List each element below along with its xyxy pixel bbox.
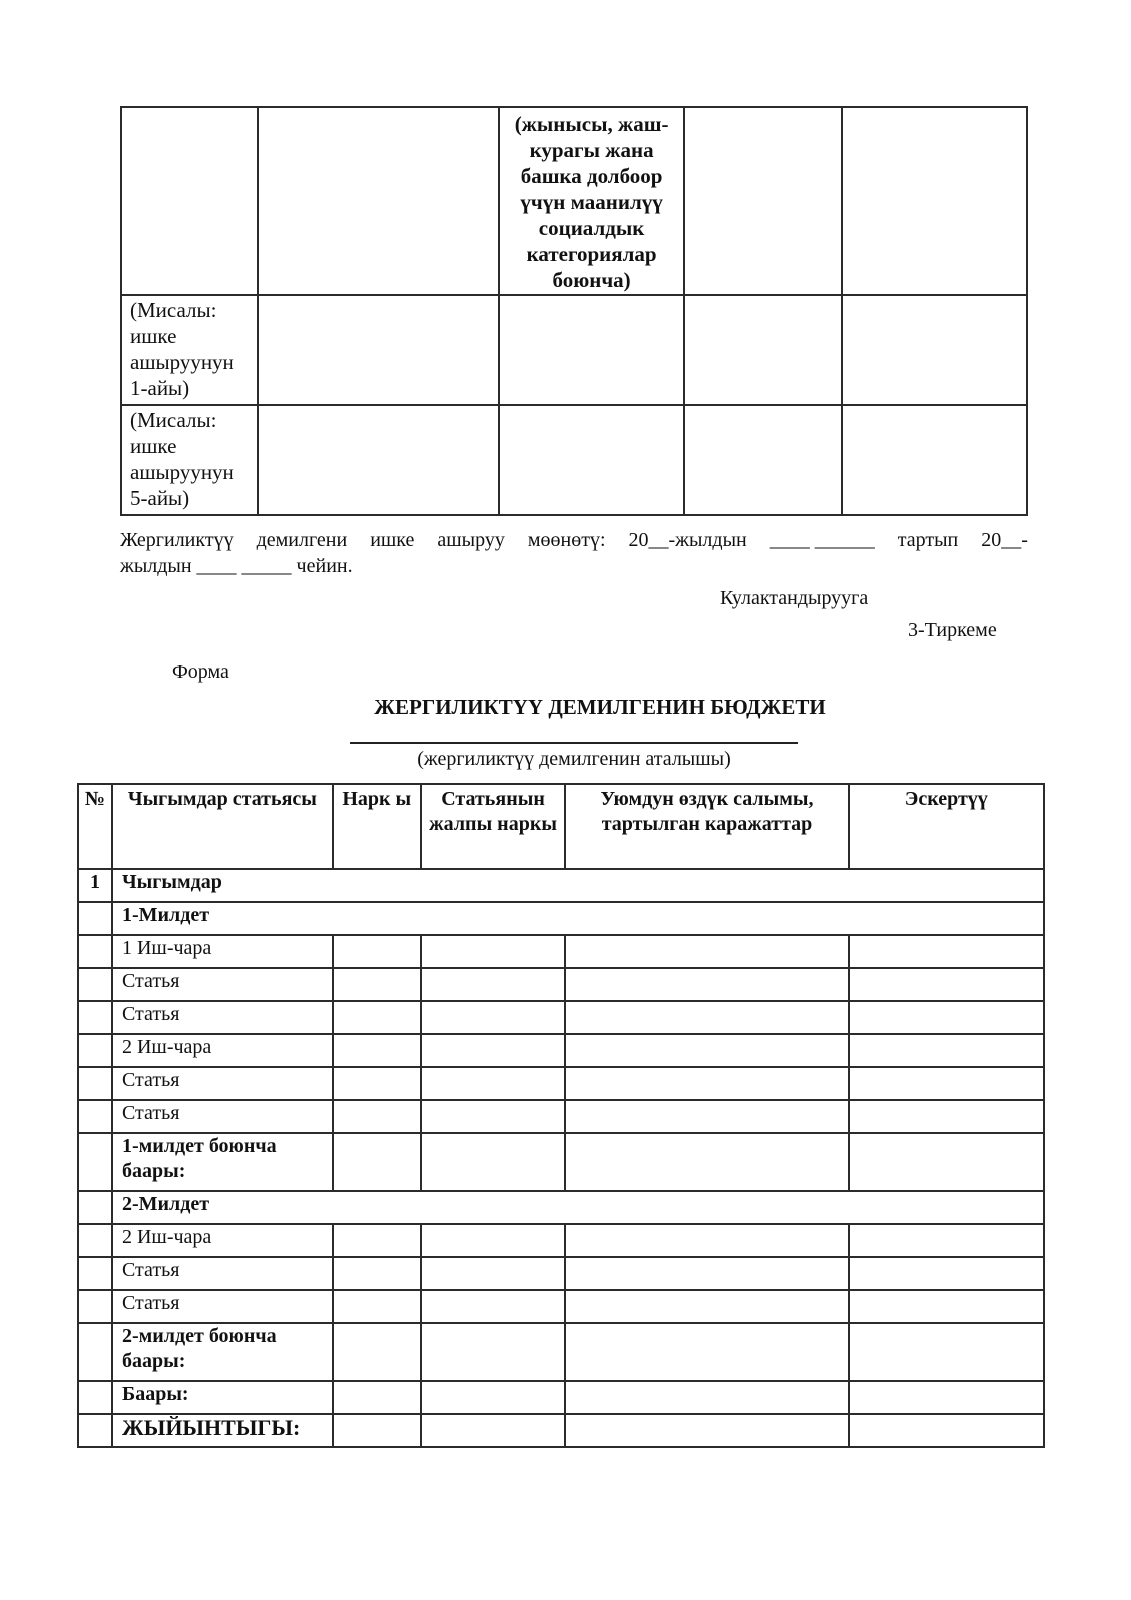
table-cell[interactable] xyxy=(849,1133,1044,1191)
initiative-name-line[interactable] xyxy=(350,742,798,744)
table-row xyxy=(121,405,1027,515)
table-row xyxy=(78,1100,1044,1133)
table-cell[interactable] xyxy=(849,935,1044,968)
table-cell[interactable] xyxy=(421,1224,566,1257)
row-label: 1-Милдет xyxy=(112,902,1044,935)
table-row xyxy=(78,1224,1044,1257)
table-cell[interactable] xyxy=(565,1414,848,1447)
row-label: 1-милдет боюнча баары: xyxy=(112,1133,333,1191)
row-label: Статья xyxy=(112,1001,333,1034)
table-cell[interactable] xyxy=(421,1381,566,1414)
table-header-row xyxy=(78,784,1044,869)
table-cell[interactable] xyxy=(565,1323,848,1381)
row-label: Статья xyxy=(112,1100,333,1133)
table-cell[interactable] xyxy=(684,405,842,515)
row-number xyxy=(78,935,112,968)
row-number xyxy=(78,1133,112,1191)
table-cell[interactable] xyxy=(849,1381,1044,1414)
table-cell[interactable] xyxy=(849,1257,1044,1290)
table-cell[interactable] xyxy=(421,1414,566,1447)
table-cell xyxy=(684,107,842,295)
row-label: Статья xyxy=(112,968,333,1001)
table-cell[interactable] xyxy=(565,1290,848,1323)
table-cell[interactable] xyxy=(421,1323,566,1381)
row-label: Чыгымдар xyxy=(112,869,1044,902)
row-number xyxy=(78,1001,112,1034)
column-header-note: Эскертүү xyxy=(849,784,1044,869)
table-row xyxy=(78,1001,1044,1034)
row-number xyxy=(78,1067,112,1100)
period-line-1 xyxy=(120,527,1028,553)
table-cell xyxy=(258,107,499,295)
column-header-expense-item: Чыгымдар статьясы xyxy=(112,784,333,869)
column-header-own-contribution: Уюмдун өздүк салымы, тартылган каражаттар xyxy=(565,784,848,869)
table-cell[interactable] xyxy=(849,1067,1044,1100)
appendix-label: 3-Тиркеме xyxy=(908,619,997,641)
table-cell[interactable] xyxy=(421,968,566,1001)
row-label: 2-Милдет xyxy=(112,1191,1044,1224)
row-number xyxy=(78,1290,112,1323)
table-row xyxy=(78,869,1044,902)
table-row xyxy=(78,968,1044,1001)
table-row xyxy=(78,1323,1044,1381)
table-row xyxy=(78,1414,1044,1447)
table-cell[interactable] xyxy=(849,1290,1044,1323)
table-cell[interactable] xyxy=(258,405,499,515)
table-cell[interactable] xyxy=(499,295,684,405)
initiative-name-caption: (жергиликтүү демилгенин аталышы) xyxy=(417,748,731,770)
table-cell[interactable] xyxy=(849,1001,1044,1034)
period-example-cell: (Мисалы: ишке ашыруунун 5-айы) xyxy=(121,405,258,515)
period-word: тартып xyxy=(897,529,959,551)
table-cell[interactable] xyxy=(333,935,421,968)
table-cell[interactable] xyxy=(684,295,842,405)
table-cell[interactable] xyxy=(849,1224,1044,1257)
row-label: Статья xyxy=(112,1067,333,1100)
table-cell[interactable] xyxy=(565,1001,848,1034)
table-cell[interactable] xyxy=(565,1067,848,1100)
table-cell[interactable] xyxy=(333,1133,421,1191)
table-cell[interactable] xyxy=(499,405,684,515)
period-word: ишке xyxy=(370,529,415,551)
table-cell[interactable] xyxy=(333,1257,421,1290)
table-cell[interactable] xyxy=(333,1001,421,1034)
table-row xyxy=(121,295,1027,405)
implementation-period-text xyxy=(120,527,1028,579)
table-cell[interactable] xyxy=(565,1381,848,1414)
row-number xyxy=(78,1257,112,1290)
row-number xyxy=(78,1191,112,1224)
table-cell[interactable] xyxy=(849,1034,1044,1067)
period-word: 20__-жылдын xyxy=(628,529,747,551)
table-cell[interactable] xyxy=(565,1257,848,1290)
row-label: ЖЫЙЫНТЫГЫ: xyxy=(112,1414,333,1447)
table-cell[interactable] xyxy=(258,295,499,405)
row-number xyxy=(78,1100,112,1133)
row-number xyxy=(78,1323,112,1381)
table-cell[interactable] xyxy=(421,935,566,968)
table-cell[interactable] xyxy=(849,968,1044,1001)
table-cell[interactable] xyxy=(421,1067,566,1100)
row-label: Статья xyxy=(112,1290,333,1323)
period-word: 20__- xyxy=(981,529,1028,551)
table-row xyxy=(78,1191,1044,1224)
column-header-total-cost: Статьянын жалпы наркы xyxy=(421,784,566,869)
row-label: 1 Иш-чара xyxy=(112,935,333,968)
table-cell[interactable] xyxy=(565,1100,848,1133)
row-label: Баары: xyxy=(112,1381,333,1414)
table-cell[interactable] xyxy=(333,1290,421,1323)
table-cell[interactable] xyxy=(421,1034,566,1067)
social-categories-header: (жынысы, жаш-курагы жана башка долбоор үчүн маанилүү социалдык категориялар боюнча) xyxy=(499,107,684,295)
table-cell[interactable] xyxy=(333,1034,421,1067)
period-example-cell: (Мисалы: ишке ашыруунун 1-айы) xyxy=(121,295,258,405)
period-word: демилгени xyxy=(256,529,348,551)
target-groups-table xyxy=(120,106,1028,516)
form-label: Форма xyxy=(172,661,229,683)
document-title: ЖЕРГИЛИКТҮҮ ДЕМИЛГЕНИН БЮДЖЕТИ xyxy=(374,695,826,719)
row-label: 2-милдет боюнча баары: xyxy=(112,1323,333,1381)
row-number xyxy=(78,1224,112,1257)
table-cell[interactable] xyxy=(421,1001,566,1034)
period-word: Жергиликтүү xyxy=(120,529,234,551)
row-number xyxy=(78,1034,112,1067)
table-cell[interactable] xyxy=(849,1323,1044,1381)
table-row xyxy=(78,1034,1044,1067)
table-cell[interactable] xyxy=(333,968,421,1001)
table-cell[interactable] xyxy=(565,935,848,968)
table-cell[interactable] xyxy=(842,295,1027,405)
acquaint-label: Кулактандырууга xyxy=(720,587,869,609)
table-cell[interactable] xyxy=(565,968,848,1001)
table-row xyxy=(78,902,1044,935)
table-cell[interactable] xyxy=(565,1133,848,1191)
row-number xyxy=(78,968,112,1001)
period-word: ____ ______ xyxy=(769,529,875,551)
table-row xyxy=(78,1067,1044,1100)
row-number: 1 xyxy=(78,869,112,902)
table-row xyxy=(78,1290,1044,1323)
table-row xyxy=(78,1257,1044,1290)
table-cell[interactable] xyxy=(333,1224,421,1257)
table-cell[interactable] xyxy=(421,1290,566,1323)
table-row xyxy=(78,1133,1044,1191)
row-label: Статья xyxy=(112,1257,333,1290)
table-cell[interactable] xyxy=(565,1224,848,1257)
table-row xyxy=(78,935,1044,968)
row-number xyxy=(78,1381,112,1414)
table-cell[interactable] xyxy=(333,1381,421,1414)
table-cell[interactable] xyxy=(849,1414,1044,1447)
row-label: 2 Иш-чара xyxy=(112,1034,333,1067)
column-header-number: № xyxy=(78,784,112,869)
row-number xyxy=(78,902,112,935)
table-cell[interactable] xyxy=(421,1100,566,1133)
table-cell xyxy=(121,107,258,295)
column-header-cost: Нарк ы xyxy=(333,784,421,869)
table-cell[interactable] xyxy=(333,1100,421,1133)
period-word: ашыруу xyxy=(437,529,505,551)
table-header-row xyxy=(121,107,1027,295)
table-cell[interactable] xyxy=(849,1100,1044,1133)
table-row xyxy=(78,1381,1044,1414)
table-cell[interactable] xyxy=(842,405,1027,515)
period-word: мөөнөтү: xyxy=(527,529,606,551)
table-cell[interactable] xyxy=(565,1034,848,1067)
table-cell[interactable] xyxy=(333,1414,421,1447)
row-label: 2 Иш-чара xyxy=(112,1224,333,1257)
table-cell[interactable] xyxy=(421,1133,566,1191)
table-cell[interactable] xyxy=(421,1257,566,1290)
table-cell[interactable] xyxy=(333,1067,421,1100)
budget-table xyxy=(77,783,1045,1448)
period-line-2: жылдын ____ _____ чейин. xyxy=(120,555,353,577)
table-cell xyxy=(842,107,1027,295)
table-cell[interactable] xyxy=(333,1323,421,1381)
row-number xyxy=(78,1414,112,1447)
